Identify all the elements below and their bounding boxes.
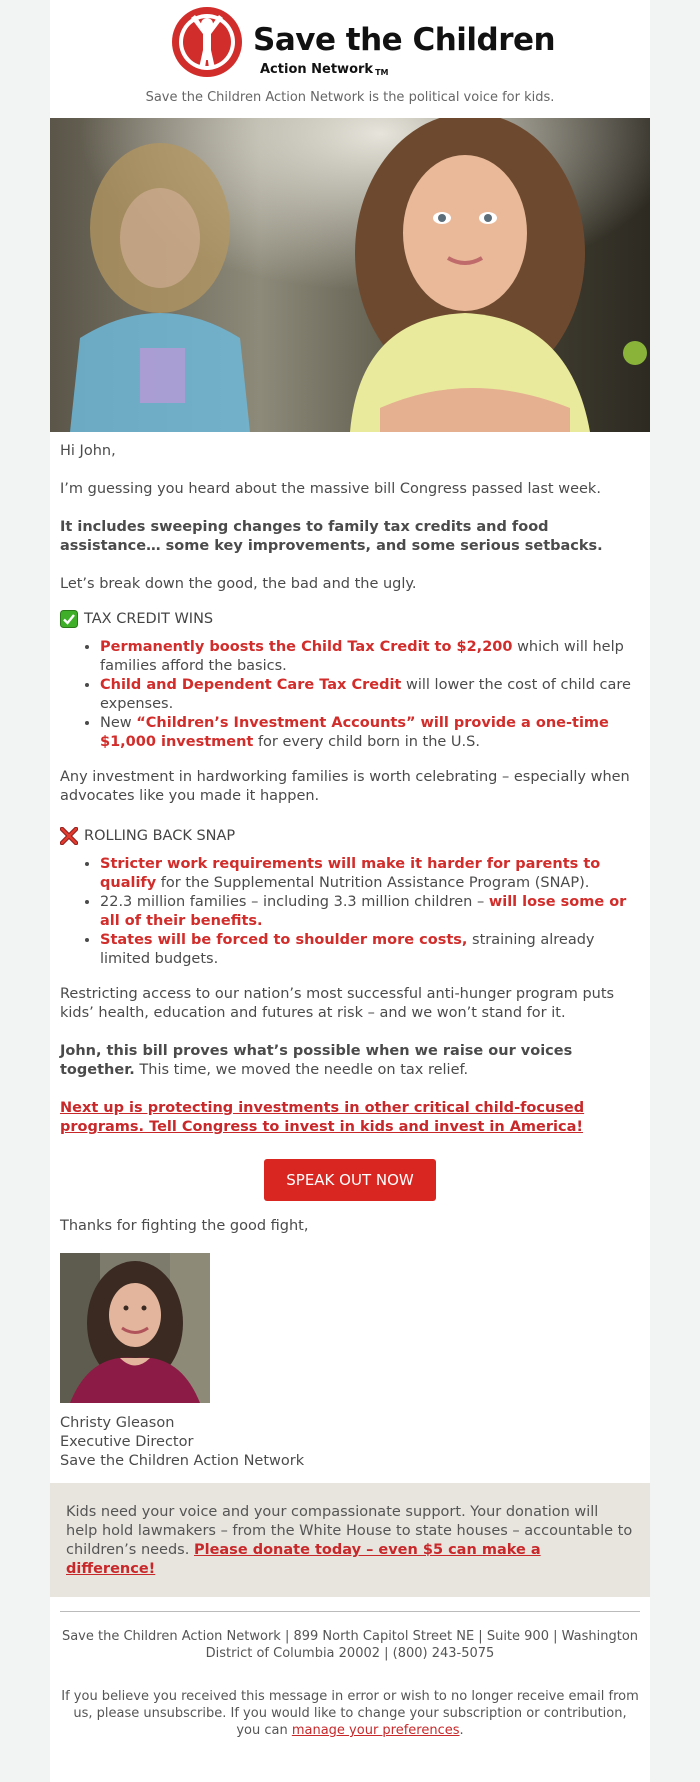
proof-paragraph — [60, 1042, 640, 1080]
hero-photo-girl-smiling — [50, 118, 650, 432]
logo-title: Save the Children — [253, 22, 556, 58]
tell-congress-link[interactable]: Next up is protecting investments in other critical child-focused programs. Tell Congress to invest in kids and invest in America! — [60, 1100, 585, 1135]
donate-link[interactable]: Please donate today – even $5 can make a difference! — [66, 1542, 541, 1577]
signer-name: Christy Gleason — [60, 1415, 175, 1431]
wins-closing: Any investment in hardworking families is worth celebrating – especially when advocates like you made it happen. — [60, 769, 630, 804]
snap-item-1-highlight: Stricter work requirements will make it harder for parents to qualify — [100, 856, 601, 891]
child-figure-logo-icon — [169, 4, 245, 80]
snap-closing: Restricting access to our nation’s most successful anti-hunger program puts kids’ health, education and futures at risk – and we won’t stand for it. — [60, 986, 615, 1021]
wins-item-2-highlight: Child and Dependent Care Tax Credit — [100, 677, 402, 693]
unsubscribe-end: . — [459, 1723, 464, 1738]
email-footer — [50, 1597, 650, 1739]
cross-mark-icon — [60, 827, 78, 845]
unsubscribe-notice — [60, 1688, 640, 1739]
snap-item-3-highlight: States will be forced to shoulder more costs, — [100, 932, 468, 948]
intro-paragraph: I’m guessing you heard about the massive bill Congress passed last week. — [60, 481, 601, 497]
proof-text: This time, we moved the needle on tax relief. — [134, 1062, 469, 1078]
list-item — [100, 676, 640, 714]
button-wrap — [60, 1159, 640, 1201]
list-item — [100, 931, 640, 969]
thanks-line: Thanks for fighting the good fight, — [60, 1218, 309, 1234]
wins-list — [60, 638, 640, 752]
wins-item-3-prefix: New — [100, 715, 137, 731]
wins-heading — [60, 608, 640, 630]
email-body — [50, 432, 650, 1471]
wins-heading-text: TAX CREDIT WINS — [84, 610, 214, 627]
donate-text: Kids need your voice and your compassionate support. Your donation will help hold lawmakers – from the White House to state houses – accountable to children’s needs. — [66, 1504, 633, 1558]
next-up-paragraph — [60, 1099, 640, 1137]
wins-item-1-highlight: Permanently boosts the Child Tax Credit to $2,200 — [100, 639, 513, 655]
signer-org: Save the Children Action Network — [60, 1453, 305, 1469]
wins-item-2-text: will lower the cost of child care expenses. — [100, 677, 631, 712]
snap-item-1-text: for the Supplemental Nutrition Assistance Program (SNAP). — [156, 875, 590, 891]
wins-item-3-highlight: “Children’s Investment Accounts” will provide a one-time $1,000 investment — [100, 715, 609, 750]
donate-box — [50, 1483, 650, 1597]
unsubscribe-text: If you believe you received this message in error or wish to no longer receive email from us, please unsubscribe. If you would like to change your subscription or contribution, you can — [61, 1689, 639, 1738]
logo-subtitle — [260, 62, 388, 77]
email-container — [50, 0, 650, 1782]
check-mark-icon — [60, 610, 78, 628]
wins-item-1-text: which will help families afford the basics. — [100, 639, 624, 674]
tagline: Save the Children Action Network is the political voice for kids. — [145, 90, 555, 105]
list-item — [100, 855, 640, 893]
footer-divider — [60, 1611, 640, 1612]
greeting: Hi John, — [60, 443, 116, 459]
breakdown-paragraph: Let’s break down the good, the bad and the ugly. — [60, 576, 417, 592]
signer-title: Executive Director — [60, 1434, 194, 1450]
snap-heading — [60, 825, 640, 847]
proof-bold-text: John, this bill proves what’s possible when we raise our voices together. — [60, 1043, 573, 1078]
speak-out-now-button[interactable]: SPEAK OUT NOW — [264, 1159, 436, 1201]
footer-address: Save the Children Action Network | 899 North Capitol Street NE | Suite 900 | Washington District of Columbia 20002 | (800) 243-5075 — [61, 1629, 639, 1661]
logo-subtitle-text: Action Network — [260, 62, 374, 77]
snap-item-2-highlight: will lose some or all of their benefits. — [100, 894, 627, 929]
snap-heading-text: ROLLING BACK SNAP — [84, 827, 236, 844]
email-header — [50, 0, 650, 118]
summary-paragraph: It includes sweeping changes to family tax credits and food assistance… some key improvements, and some serious setbacks. — [60, 519, 603, 554]
list-item — [100, 893, 640, 931]
list-item — [100, 638, 640, 676]
signature — [60, 1414, 640, 1471]
snap-item-3-text: straining already limited budgets. — [100, 932, 595, 967]
logo[interactable] — [169, 4, 556, 80]
signer-photo — [60, 1253, 210, 1403]
list-item — [100, 714, 640, 752]
logo-trademark: TM — [375, 68, 389, 77]
wins-item-3-text: for every child born in the U.S. — [253, 734, 480, 750]
manage-preferences-link[interactable]: manage your preferences — [291, 1723, 460, 1738]
snap-item-2-prefix: 22.3 million families – including 3.3 million children – — [100, 894, 489, 910]
snap-list — [60, 855, 640, 969]
